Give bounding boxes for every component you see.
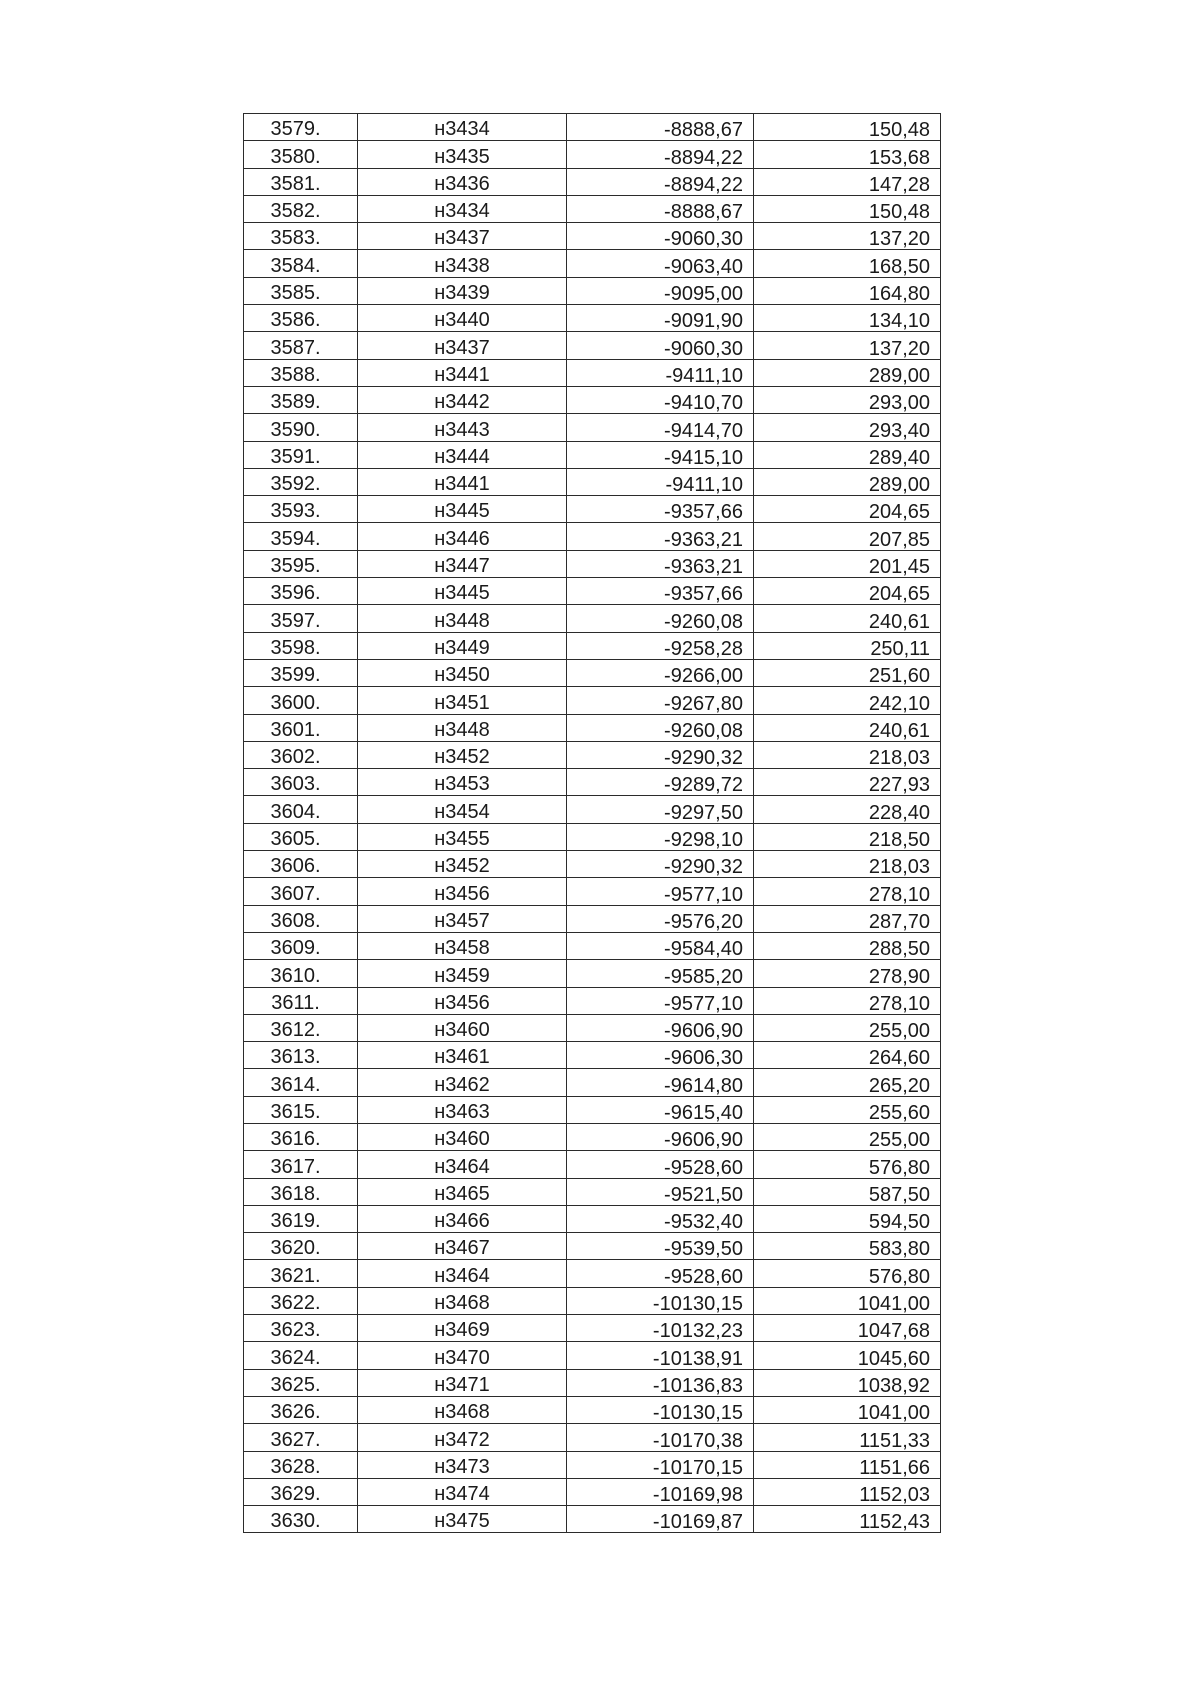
table-row: [244, 1151, 941, 1178]
x-coordinate-cell: -9577,10: [567, 987, 754, 1014]
y-coordinate-cell: 164,80: [754, 277, 941, 304]
x-coordinate-cell: -9576,20: [567, 905, 754, 932]
row-number-cell: 3607.: [244, 878, 358, 905]
table-row: [244, 223, 941, 250]
y-coordinate-cell: 204,65: [754, 496, 941, 523]
table-row: [244, 332, 941, 359]
row-number-cell: 3629.: [244, 1478, 358, 1505]
point-name-cell: н3458: [358, 932, 567, 959]
table-row: [244, 1424, 941, 1451]
y-coordinate-cell: 1151,66: [754, 1451, 941, 1478]
point-name-cell: н3457: [358, 905, 567, 932]
table-row: [244, 632, 941, 659]
x-coordinate-cell: -10132,23: [567, 1315, 754, 1342]
row-number-cell: 3593.: [244, 496, 358, 523]
table-row: [244, 1506, 941, 1533]
table-row: [244, 905, 941, 932]
x-coordinate-cell: -9095,00: [567, 277, 754, 304]
x-coordinate-cell: -9063,40: [567, 250, 754, 277]
point-name-cell: н3456: [358, 987, 567, 1014]
table-row: [244, 1478, 941, 1505]
table-row: [244, 578, 941, 605]
point-name-cell: н3467: [358, 1233, 567, 1260]
row-number-cell: 3621.: [244, 1260, 358, 1287]
point-name-cell: н3459: [358, 960, 567, 987]
point-name-cell: н3434: [358, 195, 567, 222]
x-coordinate-cell: -9363,21: [567, 550, 754, 577]
row-number-cell: 3589.: [244, 386, 358, 413]
point-name-cell: н3463: [358, 1096, 567, 1123]
point-name-cell: н3451: [358, 687, 567, 714]
table-row: [244, 1260, 941, 1287]
point-name-cell: н3452: [358, 741, 567, 768]
row-number-cell: 3605.: [244, 823, 358, 850]
x-coordinate-cell: -9415,10: [567, 441, 754, 468]
x-coordinate-cell: -9615,40: [567, 1096, 754, 1123]
table-row: [244, 823, 941, 850]
point-name-cell: н3442: [358, 386, 567, 413]
y-coordinate-cell: 1038,92: [754, 1369, 941, 1396]
x-coordinate-cell: -9266,00: [567, 659, 754, 686]
point-name-cell: н3470: [358, 1342, 567, 1369]
table-row: [244, 414, 941, 441]
row-number-cell: 3587.: [244, 332, 358, 359]
point-name-cell: н3454: [358, 796, 567, 823]
row-number-cell: 3594.: [244, 523, 358, 550]
row-number-cell: 3626.: [244, 1396, 358, 1423]
x-coordinate-cell: -9411,10: [567, 468, 754, 495]
x-coordinate-cell: -8894,22: [567, 141, 754, 168]
y-coordinate-cell: 1041,00: [754, 1396, 941, 1423]
row-number-cell: 3588.: [244, 359, 358, 386]
y-coordinate-cell: 278,90: [754, 960, 941, 987]
x-coordinate-cell: -9363,21: [567, 523, 754, 550]
y-coordinate-cell: 293,00: [754, 386, 941, 413]
table-row: [244, 114, 941, 141]
point-name-cell: н3474: [358, 1478, 567, 1505]
row-number-cell: 3623.: [244, 1315, 358, 1342]
x-coordinate-cell: -9521,50: [567, 1178, 754, 1205]
table-row: [244, 277, 941, 304]
table-row: [244, 386, 941, 413]
row-number-cell: 3620.: [244, 1233, 358, 1260]
x-coordinate-cell: -9410,70: [567, 386, 754, 413]
y-coordinate-cell: 594,50: [754, 1205, 941, 1232]
point-name-cell: н3468: [358, 1287, 567, 1314]
point-name-cell: н3434: [358, 114, 567, 141]
point-name-cell: н3437: [358, 332, 567, 359]
point-name-cell: н3445: [358, 496, 567, 523]
point-name-cell: н3445: [358, 578, 567, 605]
point-name-cell: н3450: [358, 659, 567, 686]
point-name-cell: н3462: [358, 1069, 567, 1096]
table-row: [244, 168, 941, 195]
point-name-cell: н3443: [358, 414, 567, 441]
point-name-cell: н3469: [358, 1315, 567, 1342]
y-coordinate-cell: 1045,60: [754, 1342, 941, 1369]
x-coordinate-cell: -9528,60: [567, 1151, 754, 1178]
row-number-cell: 3627.: [244, 1424, 358, 1451]
y-coordinate-cell: 201,45: [754, 550, 941, 577]
y-coordinate-cell: 1152,03: [754, 1478, 941, 1505]
x-coordinate-cell: -9606,90: [567, 1014, 754, 1041]
row-number-cell: 3595.: [244, 550, 358, 577]
x-coordinate-cell: -8888,67: [567, 195, 754, 222]
table-row: [244, 1014, 941, 1041]
y-coordinate-cell: 240,61: [754, 605, 941, 632]
row-number-cell: 3596.: [244, 578, 358, 605]
table-row: [244, 1069, 941, 1096]
row-number-cell: 3612.: [244, 1014, 358, 1041]
y-coordinate-cell: 278,10: [754, 878, 941, 905]
table-row: [244, 305, 941, 332]
row-number-cell: 3603.: [244, 769, 358, 796]
point-name-cell: н3446: [358, 523, 567, 550]
coordinates-table: [243, 113, 941, 1533]
x-coordinate-cell: -9577,10: [567, 878, 754, 905]
row-number-cell: 3609.: [244, 932, 358, 959]
x-coordinate-cell: -10130,15: [567, 1287, 754, 1314]
point-name-cell: н3468: [358, 1396, 567, 1423]
y-coordinate-cell: 137,20: [754, 332, 941, 359]
x-coordinate-cell: -9290,32: [567, 851, 754, 878]
point-name-cell: н3472: [358, 1424, 567, 1451]
table-row: [244, 1342, 941, 1369]
point-name-cell: н3461: [358, 1042, 567, 1069]
row-number-cell: 3608.: [244, 905, 358, 932]
x-coordinate-cell: -9357,66: [567, 578, 754, 605]
table-row: [244, 741, 941, 768]
y-coordinate-cell: 134,10: [754, 305, 941, 332]
y-coordinate-cell: 218,03: [754, 741, 941, 768]
row-number-cell: 3583.: [244, 223, 358, 250]
y-coordinate-cell: 264,60: [754, 1042, 941, 1069]
x-coordinate-cell: -10130,15: [567, 1396, 754, 1423]
x-coordinate-cell: -9260,08: [567, 605, 754, 632]
point-name-cell: н3471: [358, 1369, 567, 1396]
x-coordinate-cell: -10138,91: [567, 1342, 754, 1369]
x-coordinate-cell: -9060,30: [567, 223, 754, 250]
table-row: [244, 1042, 941, 1069]
row-number-cell: 3617.: [244, 1151, 358, 1178]
point-name-cell: н3437: [358, 223, 567, 250]
table-row: [244, 1096, 941, 1123]
x-coordinate-cell: -9357,66: [567, 496, 754, 523]
row-number-cell: 3602.: [244, 741, 358, 768]
y-coordinate-cell: 168,50: [754, 250, 941, 277]
row-number-cell: 3582.: [244, 195, 358, 222]
row-number-cell: 3579.: [244, 114, 358, 141]
table-row: [244, 1178, 941, 1205]
row-number-cell: 3599.: [244, 659, 358, 686]
table-row: [244, 851, 941, 878]
row-number-cell: 3615.: [244, 1096, 358, 1123]
x-coordinate-cell: -9614,80: [567, 1069, 754, 1096]
point-name-cell: н3447: [358, 550, 567, 577]
table-row: [244, 1396, 941, 1423]
point-name-cell: н3449: [358, 632, 567, 659]
y-coordinate-cell: 228,40: [754, 796, 941, 823]
y-coordinate-cell: 204,65: [754, 578, 941, 605]
y-coordinate-cell: 250,11: [754, 632, 941, 659]
x-coordinate-cell: -9260,08: [567, 714, 754, 741]
table-row: [244, 250, 941, 277]
point-name-cell: н3466: [358, 1205, 567, 1232]
y-coordinate-cell: 287,70: [754, 905, 941, 932]
point-name-cell: н3456: [358, 878, 567, 905]
y-coordinate-cell: 587,50: [754, 1178, 941, 1205]
table-row: [244, 932, 941, 959]
x-coordinate-cell: -9528,60: [567, 1260, 754, 1287]
table-row: [244, 687, 941, 714]
table-row: [244, 659, 941, 686]
point-name-cell: н3441: [358, 359, 567, 386]
x-coordinate-cell: -9539,50: [567, 1233, 754, 1260]
row-number-cell: 3581.: [244, 168, 358, 195]
row-number-cell: 3614.: [244, 1069, 358, 1096]
row-number-cell: 3628.: [244, 1451, 358, 1478]
table-row: [244, 550, 941, 577]
row-number-cell: 3598.: [244, 632, 358, 659]
y-coordinate-cell: 251,60: [754, 659, 941, 686]
row-number-cell: 3600.: [244, 687, 358, 714]
x-coordinate-cell: -9532,40: [567, 1205, 754, 1232]
point-name-cell: н3455: [358, 823, 567, 850]
point-name-cell: н3475: [358, 1506, 567, 1533]
y-coordinate-cell: 293,40: [754, 414, 941, 441]
row-number-cell: 3619.: [244, 1205, 358, 1232]
row-number-cell: 3585.: [244, 277, 358, 304]
x-coordinate-cell: -9585,20: [567, 960, 754, 987]
y-coordinate-cell: 255,00: [754, 1123, 941, 1150]
table-row: [244, 441, 941, 468]
point-name-cell: н3438: [358, 250, 567, 277]
row-number-cell: 3630.: [244, 1506, 358, 1533]
row-number-cell: 3601.: [244, 714, 358, 741]
table-row: [244, 496, 941, 523]
x-coordinate-cell: -9298,10: [567, 823, 754, 850]
coordinates-table-body: [244, 114, 941, 1533]
point-name-cell: н3448: [358, 605, 567, 632]
table-row: [244, 1315, 941, 1342]
y-coordinate-cell: 288,50: [754, 932, 941, 959]
x-coordinate-cell: -9289,72: [567, 769, 754, 796]
x-coordinate-cell: -10136,83: [567, 1369, 754, 1396]
y-coordinate-cell: 150,48: [754, 114, 941, 141]
point-name-cell: н3441: [358, 468, 567, 495]
x-coordinate-cell: -9297,50: [567, 796, 754, 823]
y-coordinate-cell: 583,80: [754, 1233, 941, 1260]
x-coordinate-cell: -8894,22: [567, 168, 754, 195]
table-row: [244, 878, 941, 905]
row-number-cell: 3618.: [244, 1178, 358, 1205]
point-name-cell: н3464: [358, 1151, 567, 1178]
row-number-cell: 3584.: [244, 250, 358, 277]
point-name-cell: н3448: [358, 714, 567, 741]
y-coordinate-cell: 218,03: [754, 851, 941, 878]
row-number-cell: 3597.: [244, 605, 358, 632]
x-coordinate-cell: -8888,67: [567, 114, 754, 141]
x-coordinate-cell: -9606,30: [567, 1042, 754, 1069]
y-coordinate-cell: 1041,00: [754, 1287, 941, 1314]
point-name-cell: н3444: [358, 441, 567, 468]
row-number-cell: 3586.: [244, 305, 358, 332]
row-number-cell: 3591.: [244, 441, 358, 468]
x-coordinate-cell: -9267,80: [567, 687, 754, 714]
row-number-cell: 3592.: [244, 468, 358, 495]
point-name-cell: н3440: [358, 305, 567, 332]
y-coordinate-cell: 289,00: [754, 468, 941, 495]
y-coordinate-cell: 218,50: [754, 823, 941, 850]
table-row: [244, 1369, 941, 1396]
y-coordinate-cell: 207,85: [754, 523, 941, 550]
x-coordinate-cell: -10169,98: [567, 1478, 754, 1505]
point-name-cell: н3435: [358, 141, 567, 168]
x-coordinate-cell: -9584,40: [567, 932, 754, 959]
table-row: [244, 1233, 941, 1260]
y-coordinate-cell: 1151,33: [754, 1424, 941, 1451]
table-row: [244, 359, 941, 386]
point-name-cell: н3460: [358, 1123, 567, 1150]
x-coordinate-cell: -10170,15: [567, 1451, 754, 1478]
table-row: [244, 141, 941, 168]
row-number-cell: 3622.: [244, 1287, 358, 1314]
row-number-cell: 3606.: [244, 851, 358, 878]
y-coordinate-cell: 240,61: [754, 714, 941, 741]
row-number-cell: 3610.: [244, 960, 358, 987]
row-number-cell: 3624.: [244, 1342, 358, 1369]
table-row: [244, 468, 941, 495]
point-name-cell: н3465: [358, 1178, 567, 1205]
table-row: [244, 523, 941, 550]
table-row: [244, 714, 941, 741]
table-row: [244, 796, 941, 823]
y-coordinate-cell: 255,00: [754, 1014, 941, 1041]
x-coordinate-cell: -9606,90: [567, 1123, 754, 1150]
y-coordinate-cell: 289,00: [754, 359, 941, 386]
point-name-cell: н3473: [358, 1451, 567, 1478]
row-number-cell: 3625.: [244, 1369, 358, 1396]
x-coordinate-cell: -9411,10: [567, 359, 754, 386]
row-number-cell: 3604.: [244, 796, 358, 823]
x-coordinate-cell: -9414,70: [567, 414, 754, 441]
row-number-cell: 3590.: [244, 414, 358, 441]
row-number-cell: 3616.: [244, 1123, 358, 1150]
y-coordinate-cell: 147,28: [754, 168, 941, 195]
x-coordinate-cell: -10169,87: [567, 1506, 754, 1533]
table-row: [244, 1451, 941, 1478]
y-coordinate-cell: 227,93: [754, 769, 941, 796]
table-row: [244, 1123, 941, 1150]
table-row: [244, 1205, 941, 1232]
point-name-cell: н3439: [358, 277, 567, 304]
y-coordinate-cell: 289,40: [754, 441, 941, 468]
y-coordinate-cell: 278,10: [754, 987, 941, 1014]
table-row: [244, 605, 941, 632]
x-coordinate-cell: -9091,90: [567, 305, 754, 332]
point-name-cell: н3460: [358, 1014, 567, 1041]
row-number-cell: 3611.: [244, 987, 358, 1014]
row-number-cell: 3580.: [244, 141, 358, 168]
y-coordinate-cell: 242,10: [754, 687, 941, 714]
x-coordinate-cell: -9290,32: [567, 741, 754, 768]
table-row: [244, 987, 941, 1014]
y-coordinate-cell: 576,80: [754, 1151, 941, 1178]
table-row: [244, 195, 941, 222]
y-coordinate-cell: 150,48: [754, 195, 941, 222]
table-row: [244, 960, 941, 987]
x-coordinate-cell: -9060,30: [567, 332, 754, 359]
point-name-cell: н3452: [358, 851, 567, 878]
y-coordinate-cell: 1152,43: [754, 1506, 941, 1533]
point-name-cell: н3464: [358, 1260, 567, 1287]
y-coordinate-cell: 255,60: [754, 1096, 941, 1123]
y-coordinate-cell: 576,80: [754, 1260, 941, 1287]
y-coordinate-cell: 137,20: [754, 223, 941, 250]
point-name-cell: н3453: [358, 769, 567, 796]
y-coordinate-cell: 1047,68: [754, 1315, 941, 1342]
table-row: [244, 769, 941, 796]
y-coordinate-cell: 153,68: [754, 141, 941, 168]
x-coordinate-cell: -10170,38: [567, 1424, 754, 1451]
row-number-cell: 3613.: [244, 1042, 358, 1069]
x-coordinate-cell: -9258,28: [567, 632, 754, 659]
table-row: [244, 1287, 941, 1314]
point-name-cell: н3436: [358, 168, 567, 195]
y-coordinate-cell: 265,20: [754, 1069, 941, 1096]
